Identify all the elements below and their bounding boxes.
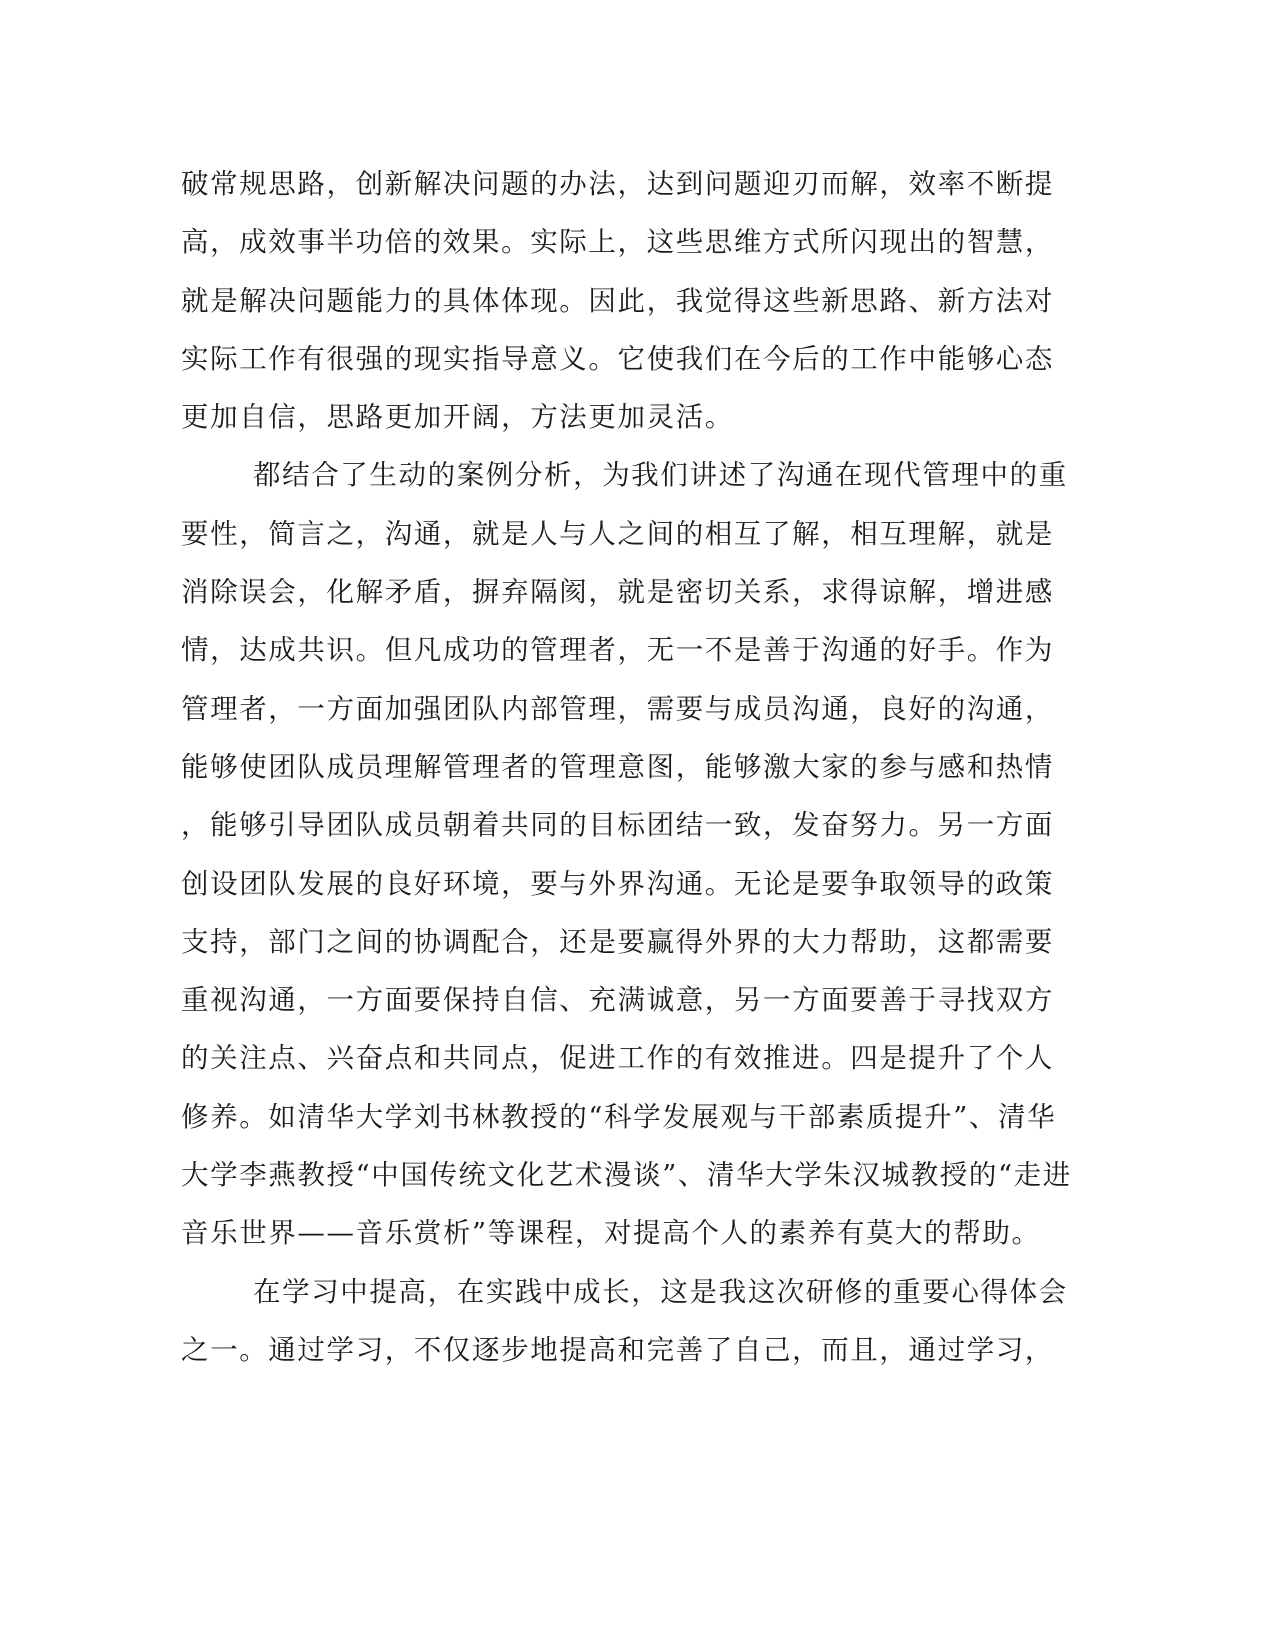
- text-line: 在学习中提高，在实践中成长，这是我这次研修的重要心得体会: [253, 1275, 1068, 1308]
- text-line: 大学李燕教授“中国传统文化艺术漫谈”、清华大学朱汉城教授的“走进: [181, 1159, 1072, 1192]
- text-line: 支持，部门之间的协调配合，还是要赢得外界的大力帮助，这都需要: [181, 925, 1054, 958]
- text-line: 管理者，一方面加强团队内部管理，需要与成员沟通，良好的沟通，: [181, 692, 1054, 725]
- text-line: 情，达成共识。但凡成功的管理者，无一不是善于沟通的好手。作为: [181, 634, 1054, 667]
- text-line: 音乐世界——音乐赏析”等课程，对提高个人的素养有莫大的帮助。: [181, 1217, 1041, 1250]
- paragraph: [181, 446, 1072, 1262]
- text-line: 的关注点、兴奋点和共同点，促进工作的有效推进。四是提升了个人: [181, 1042, 1054, 1075]
- text-line: 修养。如清华大学刘书林教授的“科学发展观与干部素质提升”、清华: [181, 1100, 1057, 1133]
- document-body: [181, 155, 1072, 1379]
- paragraph: [181, 1263, 1068, 1380]
- text-line: 高，成效事半功倍的效果。实际上，这些思维方式所闪现出的智慧，: [181, 226, 1054, 259]
- paragraph: [181, 155, 1054, 446]
- text-line: 实际工作有很强的现实指导意义。它使我们在今后的工作中能够心态: [181, 342, 1054, 375]
- text-line: 消除误会，化解矛盾，摒弃隔阂，就是密切关系，求得谅解，增进感: [181, 576, 1054, 609]
- text-line: ，能够引导团队成员朝着共同的目标团结一致，发奋努力。另一方面: [181, 809, 1054, 842]
- text-line: 之一。通过学习，不仅逐步地提高和完善了自己，而且，通过学习，: [181, 1333, 1054, 1366]
- text-line: 破常规思路，创新解决问题的办法，达到问题迎刃而解，效率不断提: [181, 168, 1054, 200]
- text-line: 更加自信，思路更加开阔，方法更加灵活。: [181, 401, 734, 434]
- text-line: 都结合了生动的案例分析，为我们讲述了沟通在现代管理中的重: [253, 459, 1068, 492]
- text-line: 能够使团队成员理解管理者的管理意图，能够激大家的参与感和热情: [181, 750, 1054, 783]
- text-line: 要性，简言之，沟通，就是人与人之间的相互了解，相互理解，就是: [181, 517, 1054, 550]
- text-line: 重视沟通，一方面要保持自信、充满诚意，另一方面要善于寻找双方: [181, 984, 1054, 1017]
- text-line: 创设团队发展的良好环境，要与外界沟通。无论是要争取领导的政策: [181, 867, 1054, 900]
- text-line: 就是解决问题能力的具体体现。因此，我觉得这些新思路、新方法对: [181, 284, 1054, 317]
